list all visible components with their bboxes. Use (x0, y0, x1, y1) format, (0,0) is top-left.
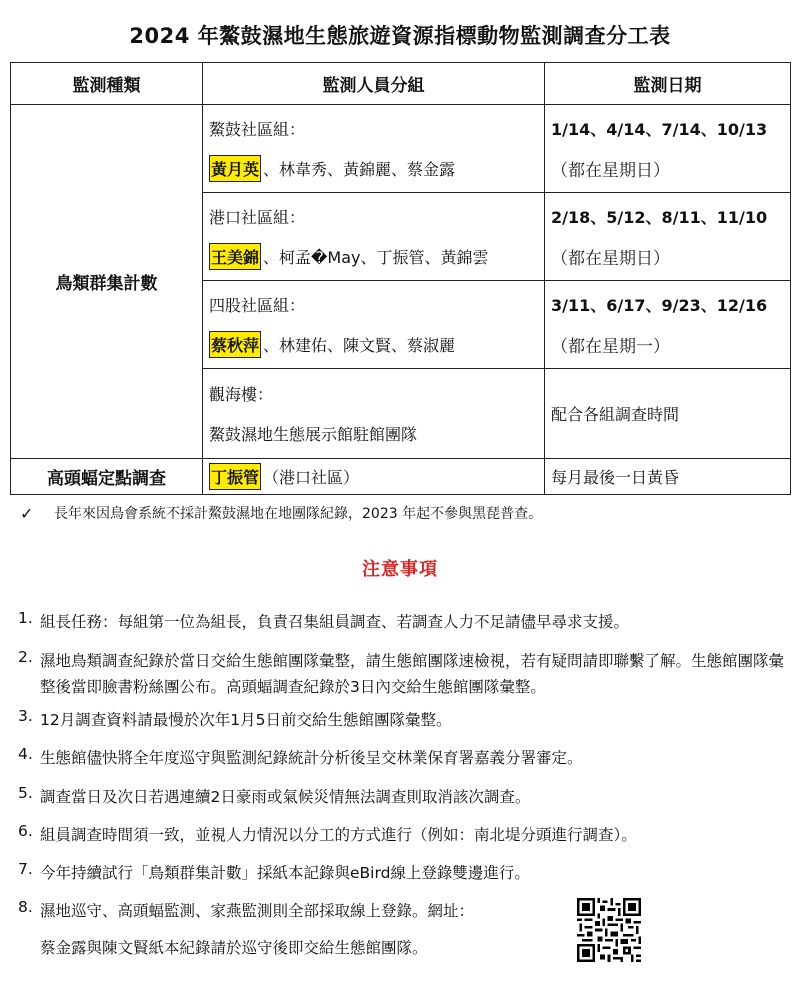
date-cell: 每月最後一日黃昏 (545, 459, 791, 495)
leader-name: 王美錦 (209, 243, 261, 270)
page-title: 2024 年鰲鼓濕地生態旅遊資源指標動物監測調查分工表 (129, 24, 671, 48)
date-list: 2/18、5/12、8/11、11/10 (551, 208, 768, 227)
table-header-row (11, 63, 791, 105)
date-cell (545, 281, 791, 369)
list-item: 7. 今年持續試行「鳥類群集計數」採紙本記錄與eBird線上登錄雙邊進行。 (18, 860, 530, 882)
survey-table (10, 62, 791, 495)
group-name: 港口社區組： (209, 208, 306, 227)
header-team: 監測人員分組 (203, 63, 545, 105)
list-item: 8. 濕地巡守、高頭蝠監測、家燕監測則全部採取線上登錄。網址： (18, 898, 475, 920)
member-names: （港口社區） (263, 468, 360, 487)
date-cell: 配合各組調查時間 (545, 369, 791, 459)
team-cell (203, 459, 545, 495)
leader-name: 黃月英 (209, 155, 261, 182)
list-item: 1. 組長任務：每組第一位為組長，負責召集組員調查、若調查人力不足請儘早尋求支援。 (18, 609, 630, 631)
leader-name: 丁振管 (209, 463, 261, 490)
list-item: 6. 組員調查時間須一致，並視人力情況以分工的方式進行（例如：南北堤分頭進行調查）。 (18, 822, 637, 844)
type-bird: 鳥類群集計數 (11, 105, 203, 459)
leader-name: 蔡秋萍 (209, 331, 261, 358)
team-cell (203, 193, 545, 281)
list-item: 4. 生態館儘快將全年度巡守與監測紀錄統計分析後呈交林業保育署嘉義分署審定。 (18, 745, 583, 767)
notes-heading: 注意事項 (362, 559, 438, 580)
header-type: 監測種類 (11, 63, 203, 105)
date-cell (545, 105, 791, 193)
weekday-note: （都在星期日） (551, 161, 670, 181)
observatory-team: 鰲鼓濕地生態展示館駐館團隊 (209, 425, 418, 444)
group-name: 四股社區組： (209, 296, 306, 315)
member-names: 、柯孟�May、丁振管、黃錦雲 (263, 248, 489, 267)
check-icon: ✓ (20, 503, 34, 523)
weekday-note: （都在星期日） (551, 249, 670, 269)
list-item-extra: 蔡金露與陳文賢紙本紀錄請於巡守後即交給生態館團隊。 (40, 939, 428, 957)
date-cell (545, 193, 791, 281)
table-row (11, 105, 791, 193)
team-cell (203, 105, 545, 193)
date-list: 3/11、6/17、9/23、12/16 (551, 296, 768, 315)
footnote-text: 長年來因鳥會系統不採計鰲鼓濕地在地團隊紀錄，2023 年起不參與黑琵普查。 (54, 506, 543, 522)
footnote (20, 503, 542, 523)
group-name: 鰲鼓社區組： (209, 120, 306, 139)
header-date: 監測日期 (545, 63, 791, 105)
list-item: 2. 濕地鳥類調查紀錄於當日交給生態館團隊彙整，請生態館團隊速檢視，若有疑問請即聯繫了解。生態館團隊彙整後當即臉書粉絲團公布。高頭蝠調查紀錄於3日內交給生態館團隊彙整。 (18, 648, 785, 696)
date-list: 1/14、4/14、7/14、10/13 (551, 120, 768, 139)
group-name: 觀海樓： (209, 385, 274, 404)
team-cell (203, 369, 545, 459)
team-cell (203, 281, 545, 369)
member-names: 、林韋秀、黃錦麗、蔡金露 (263, 160, 456, 179)
weekday-note: （都在星期一） (551, 337, 670, 357)
type-bat: 高頭蝠定點調查 (11, 459, 203, 495)
table-row (11, 459, 791, 495)
list-item: 3. 12月調查資料請最慢於次年1月5日前交給生態館團隊彙整。 (18, 707, 452, 729)
list-item: 5. 調查當日及次日若遇連續2日豪雨或氣候災情無法調查則取消該次調查。 (18, 784, 531, 806)
qr-code-icon[interactable] (577, 898, 641, 962)
member-names: 、林建佑、陳文賢、蔡淑麗 (263, 336, 456, 355)
